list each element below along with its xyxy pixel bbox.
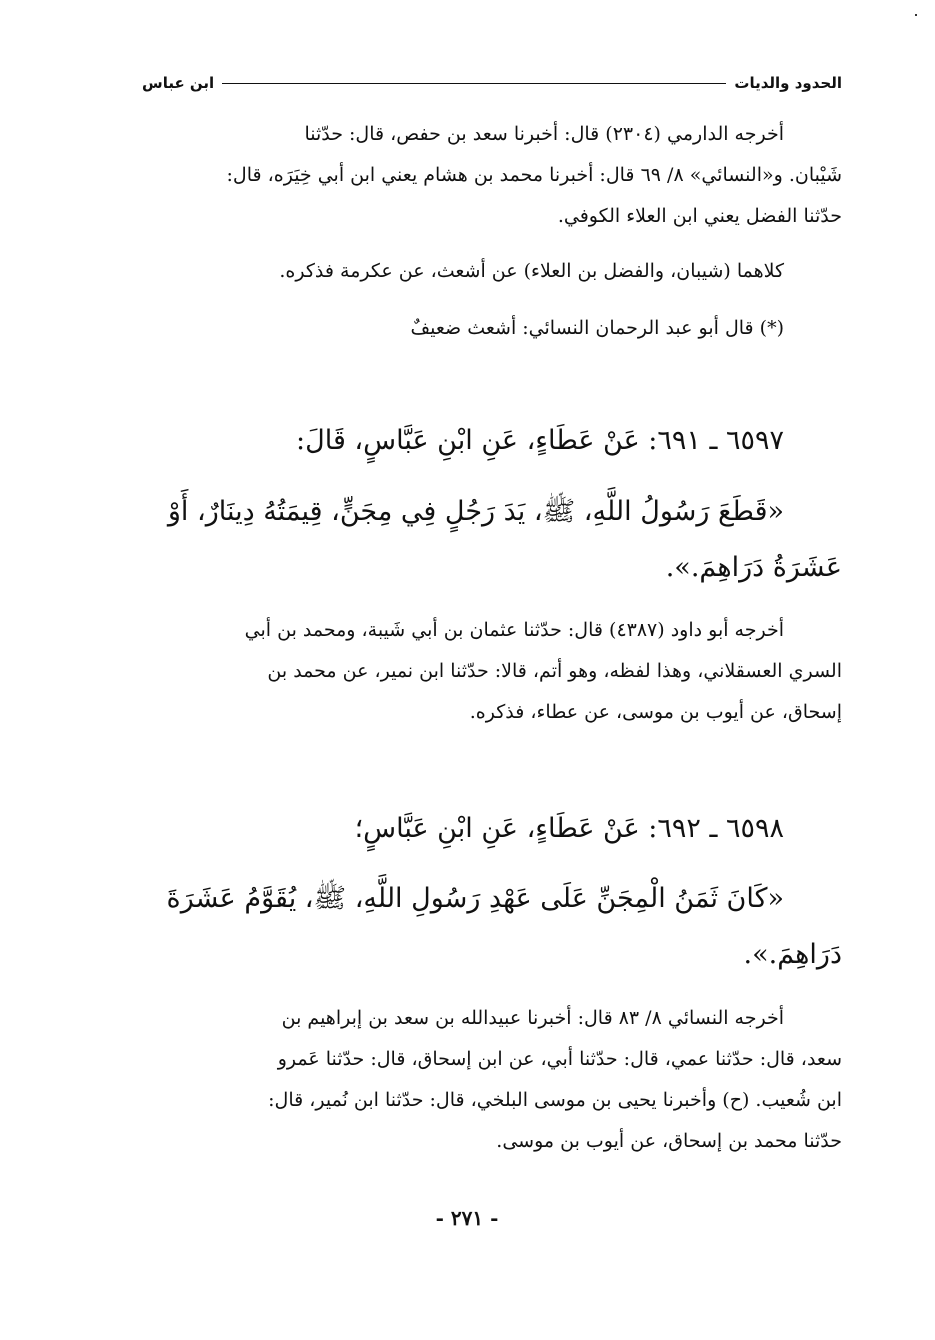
text-line: «كَانَ ثَمَنُ الْمِجَنِّ عَلَى عَهْدِ رَسُولِ اللَّهِ، ﷺ، يُقَوَّمُ عَشَرَةَ xyxy=(166,883,784,914)
text-line: أخرجه النسائي ٨/ ٨٣ قال: أخبرنا عبيدالله بن سعد بن إبراهيم بن xyxy=(281,1007,784,1029)
text-line: «قَطَعَ رَسُولُ اللَّهِ، ﷺ، يَدَ رَجُلٍ فِي مِجَنٍّ، قِيمَتُهُ دِينَارٌ، أَوْ xyxy=(167,496,784,527)
text-line: حدّثنا الفضل يعني ابن العلاء الكوفي. xyxy=(557,205,842,227)
source-citation-paragraph xyxy=(140,610,842,733)
text-line: شَيْبان. و«النسائي» ٨/ ٦٩ قال: أخبرنا محمد بن هشام يعني ابن أبي خِيَرَه، قال: xyxy=(226,164,842,186)
text-line: كلاهما (شيبان، والفضل بن العلاء) عن أشعث، عن عكرمة فذكره. xyxy=(279,260,784,282)
text-line: إسحاق، عن أيوب بن موسى، عن عطاء، فذكره. xyxy=(469,701,842,723)
text-line: أخرجه الدارمي (٢٣٠٤) قال: أخبرنا سعد بن حفص، قال: حدّثنا xyxy=(304,123,784,145)
header-rule xyxy=(222,83,726,84)
text-line: ابن شُعيب. (ح) وأخبرنا يحيى بن موسى البلخي، قال: حدّثنا ابن نُمير، قال: xyxy=(268,1089,842,1111)
header-narrator-title: ابن عباس xyxy=(142,74,215,92)
note-paragraph xyxy=(140,308,842,349)
source-citation-paragraph xyxy=(140,251,842,292)
hadith-text xyxy=(140,871,842,983)
text-line: سعد، قال: حدّثنا عمي، قال: حدّثنا أبي، عن ابن إسحاق، قال: حدّثنا عَمرو xyxy=(277,1048,842,1070)
source-citation-paragraph xyxy=(140,998,842,1162)
text-line: أخرجه أبو داود (٤٣٨٧) قال: حدّثنا عثمان بن أبي شَيبة، ومحمد بن أبي xyxy=(244,619,784,641)
text-line: عَشَرَةُ دَرَاهِمَ.». xyxy=(665,552,842,583)
scan-speck xyxy=(915,14,917,16)
running-header xyxy=(142,70,842,96)
text-line: السري العسقلاني، وهذا لفظه، وهو أتم، قالا: حدّثنا ابن نمير، عن محمد بن xyxy=(267,660,842,682)
hadith-heading xyxy=(140,806,842,852)
page-number: - ٢٧١ - xyxy=(435,1206,499,1230)
hadith-number-line: ٦٥٩٨ ـ ٦٩٢: عَنْ عَطَاءٍ، عَنِ ابْنِ عَبَّاسٍ؛ xyxy=(354,813,784,844)
text-line: دَرَاهِمَ.». xyxy=(743,939,842,970)
text-line: حدّثنا محمد بن إسحاق، عن أيوب بن موسى. xyxy=(496,1130,842,1152)
hadith-number-line: ٦٥٩٧ ـ ٦٩١: عَنْ عَطَاءٍ، عَنِ ابْنِ عَبَّاسٍ، قَالَ: xyxy=(296,425,784,456)
source-citation-paragraph xyxy=(140,114,842,237)
hadith-heading xyxy=(140,418,842,464)
header-chapter-title: الحدود والديات xyxy=(734,74,842,92)
hadith-text xyxy=(140,484,842,596)
text-line: (*) قال أبو عبد الرحمان النسائي: أشعث ضعيفٌ xyxy=(410,317,784,339)
